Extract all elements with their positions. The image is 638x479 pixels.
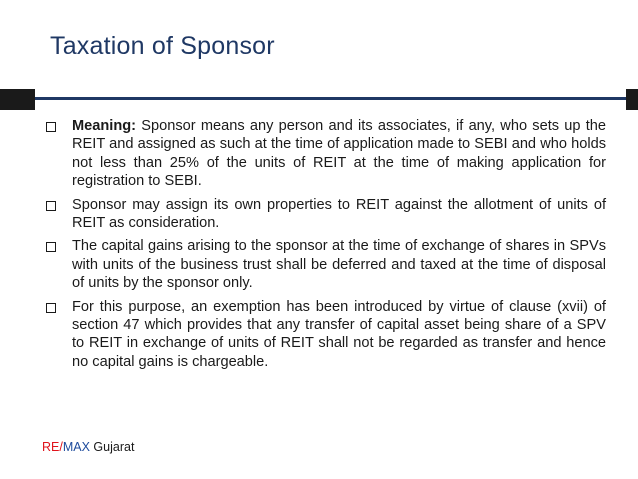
bullet-item-exemption — [38, 298, 606, 372]
title-rule-right-block — [626, 89, 638, 110]
square-bullet-icon — [46, 303, 56, 313]
bullet-item-assign-properties — [38, 196, 606, 233]
bullet-text: Sponsor may assign its own properties to REIT against the allotment of units of REIT as consideration. — [72, 196, 606, 232]
bullet-text: Sponsor means any person and its associates, if any, who sets up the REIT and assigned as such at the time of application made to SEBI and who holds not less than 25% of the units of REIT at the time of making application for registration to SEBI. — [72, 118, 606, 190]
title-rule-line — [35, 97, 630, 100]
footer-brand-max: MAX — [62, 440, 90, 454]
square-bullet-icon — [46, 122, 56, 132]
footer-location: Gujarat — [89, 440, 135, 454]
title-rule-left-block — [0, 89, 35, 110]
footer-brand-re: RE — [42, 440, 60, 454]
bullet-lead: Meaning: — [72, 118, 137, 134]
square-bullet-icon — [46, 242, 56, 252]
bullet-list — [38, 117, 606, 376]
footer-brand-slash: / — [59, 440, 63, 454]
bullet-text: For this purpose, an exemption has been introduced by virtue of clause (xvii) of section 47 which provides that any transfer of capital asset being share of a SPV to REIT in exchange of units of REIT shall not be regarded as transfer and hence no capital gains is chargeable. — [72, 298, 606, 370]
square-bullet-icon — [46, 201, 56, 211]
bullet-item-meaning — [38, 117, 606, 191]
bullet-text: The capital gains arising to the sponsor at the time of exchange of shares in SPVs with units of the business trust shall be deferred and taxed at the time of disposal of units by the sponsor only. — [72, 238, 606, 292]
footer-brand — [42, 440, 134, 454]
slide-title: Taxation of Sponsor — [50, 32, 275, 60]
bullet-item-capital-gains — [38, 237, 606, 292]
